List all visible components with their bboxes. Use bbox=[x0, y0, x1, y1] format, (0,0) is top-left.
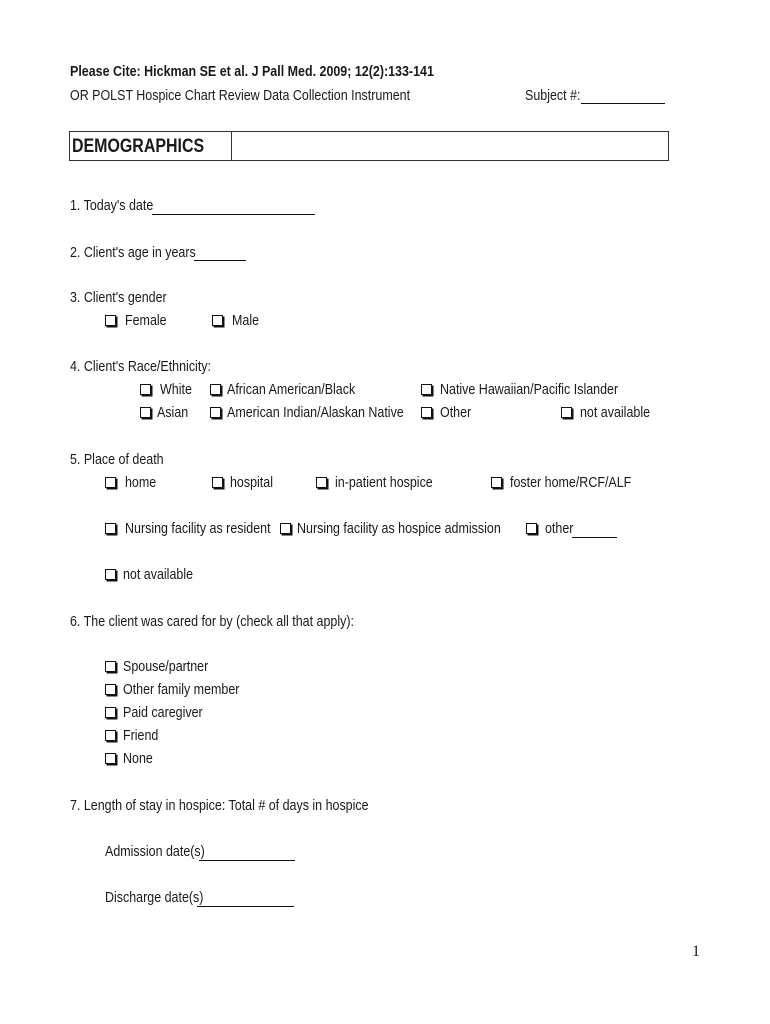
discharge-date-field[interactable] bbox=[197, 906, 294, 907]
q3-label: 3. Client's gender bbox=[70, 290, 167, 306]
race-asian-label: Asian bbox=[157, 405, 189, 421]
race-white-label: White bbox=[160, 382, 192, 398]
race-american-indian-checkbox[interactable] bbox=[210, 407, 221, 418]
death-nursing-hospice-label: Nursing facility as hospice admission bbox=[297, 521, 501, 537]
care-family-checkbox[interactable] bbox=[105, 684, 116, 695]
care-paid-label: Paid caregiver bbox=[123, 705, 203, 721]
care-spouse-label: Spouse/partner bbox=[123, 659, 209, 675]
todays-date-field[interactable] bbox=[152, 214, 315, 215]
instrument-title: OR POLST Hospice Chart Review Data Collection Instrument bbox=[70, 88, 411, 104]
subject-label: Subject #: bbox=[525, 88, 581, 104]
gender-female-label: Female bbox=[125, 313, 167, 329]
death-nursing-resident-checkbox[interactable] bbox=[105, 523, 116, 534]
death-other-checkbox[interactable] bbox=[526, 523, 537, 534]
admission-date-label: Admission date(s) bbox=[105, 844, 205, 860]
gender-male-label: Male bbox=[232, 313, 260, 329]
death-inpatient-hospice-checkbox[interactable] bbox=[316, 477, 327, 488]
race-other-checkbox[interactable] bbox=[421, 407, 432, 418]
race-african-american-checkbox[interactable] bbox=[210, 384, 221, 395]
care-paid-checkbox[interactable] bbox=[105, 707, 116, 718]
death-hospital-label: hospital bbox=[230, 475, 273, 491]
section-title-text: DEMOGRAPHICS bbox=[72, 136, 205, 157]
death-foster-home-label: foster home/RCF/ALF bbox=[510, 475, 632, 491]
death-other-label: other bbox=[545, 521, 574, 537]
death-nursing-hospice-checkbox[interactable] bbox=[280, 523, 291, 534]
race-american-indian-label: American Indian/Alaskan Native bbox=[227, 405, 404, 421]
death-foster-home-checkbox[interactable] bbox=[491, 477, 502, 488]
citation-text: Please Cite: Hickman SE et al. J Pall Med. 2009; 12(2):133-141 bbox=[70, 64, 434, 80]
q5-label: 5. Place of death bbox=[70, 452, 164, 468]
race-native-hawaiian-label: Native Hawaiian/Pacific Islander bbox=[440, 382, 619, 398]
page-number: 1 bbox=[692, 943, 700, 960]
q2-label: 2. Client's age in years bbox=[70, 245, 196, 261]
q6-label: 6. The client was cared for by (check all that apply): bbox=[70, 614, 354, 630]
client-age-field[interactable] bbox=[194, 260, 246, 261]
section-header-box bbox=[69, 131, 669, 161]
race-other-label: Other bbox=[440, 405, 472, 421]
q7-label: 7. Length of stay in hospice: Total # of days in hospice bbox=[70, 798, 369, 814]
care-friend-checkbox[interactable] bbox=[105, 730, 116, 741]
discharge-date-label: Discharge date(s) bbox=[105, 890, 204, 906]
gender-female-checkbox[interactable] bbox=[105, 315, 116, 326]
race-not-available-label: not available bbox=[580, 405, 651, 421]
care-family-label: Other family member bbox=[123, 682, 240, 698]
race-african-american-label: African American/Black bbox=[227, 382, 356, 398]
race-white-checkbox[interactable] bbox=[140, 384, 151, 395]
death-hospital-checkbox[interactable] bbox=[212, 477, 223, 488]
subject-number-field[interactable] bbox=[581, 103, 665, 104]
death-nursing-resident-label: Nursing facility as resident bbox=[125, 521, 271, 537]
death-not-available-checkbox[interactable] bbox=[105, 569, 116, 580]
gender-male-checkbox[interactable] bbox=[212, 315, 223, 326]
admission-date-field[interactable] bbox=[199, 860, 295, 861]
care-none-label: None bbox=[123, 751, 153, 767]
race-not-available-checkbox[interactable] bbox=[561, 407, 572, 418]
care-none-checkbox[interactable] bbox=[105, 753, 116, 764]
death-not-available-label: not available bbox=[123, 567, 194, 583]
death-other-field[interactable] bbox=[572, 537, 617, 538]
care-spouse-checkbox[interactable] bbox=[105, 661, 116, 672]
q1-label: 1. Today's date bbox=[70, 198, 154, 214]
death-home-label: home bbox=[125, 475, 157, 491]
care-friend-label: Friend bbox=[123, 728, 159, 744]
q4-label: 4. Client's Race/Ethnicity: bbox=[70, 359, 211, 375]
race-native-hawaiian-checkbox[interactable] bbox=[421, 384, 432, 395]
death-inpatient-hospice-label: in-patient hospice bbox=[335, 475, 433, 491]
race-asian-checkbox[interactable] bbox=[140, 407, 151, 418]
section-title bbox=[70, 132, 232, 160]
death-home-checkbox[interactable] bbox=[105, 477, 116, 488]
